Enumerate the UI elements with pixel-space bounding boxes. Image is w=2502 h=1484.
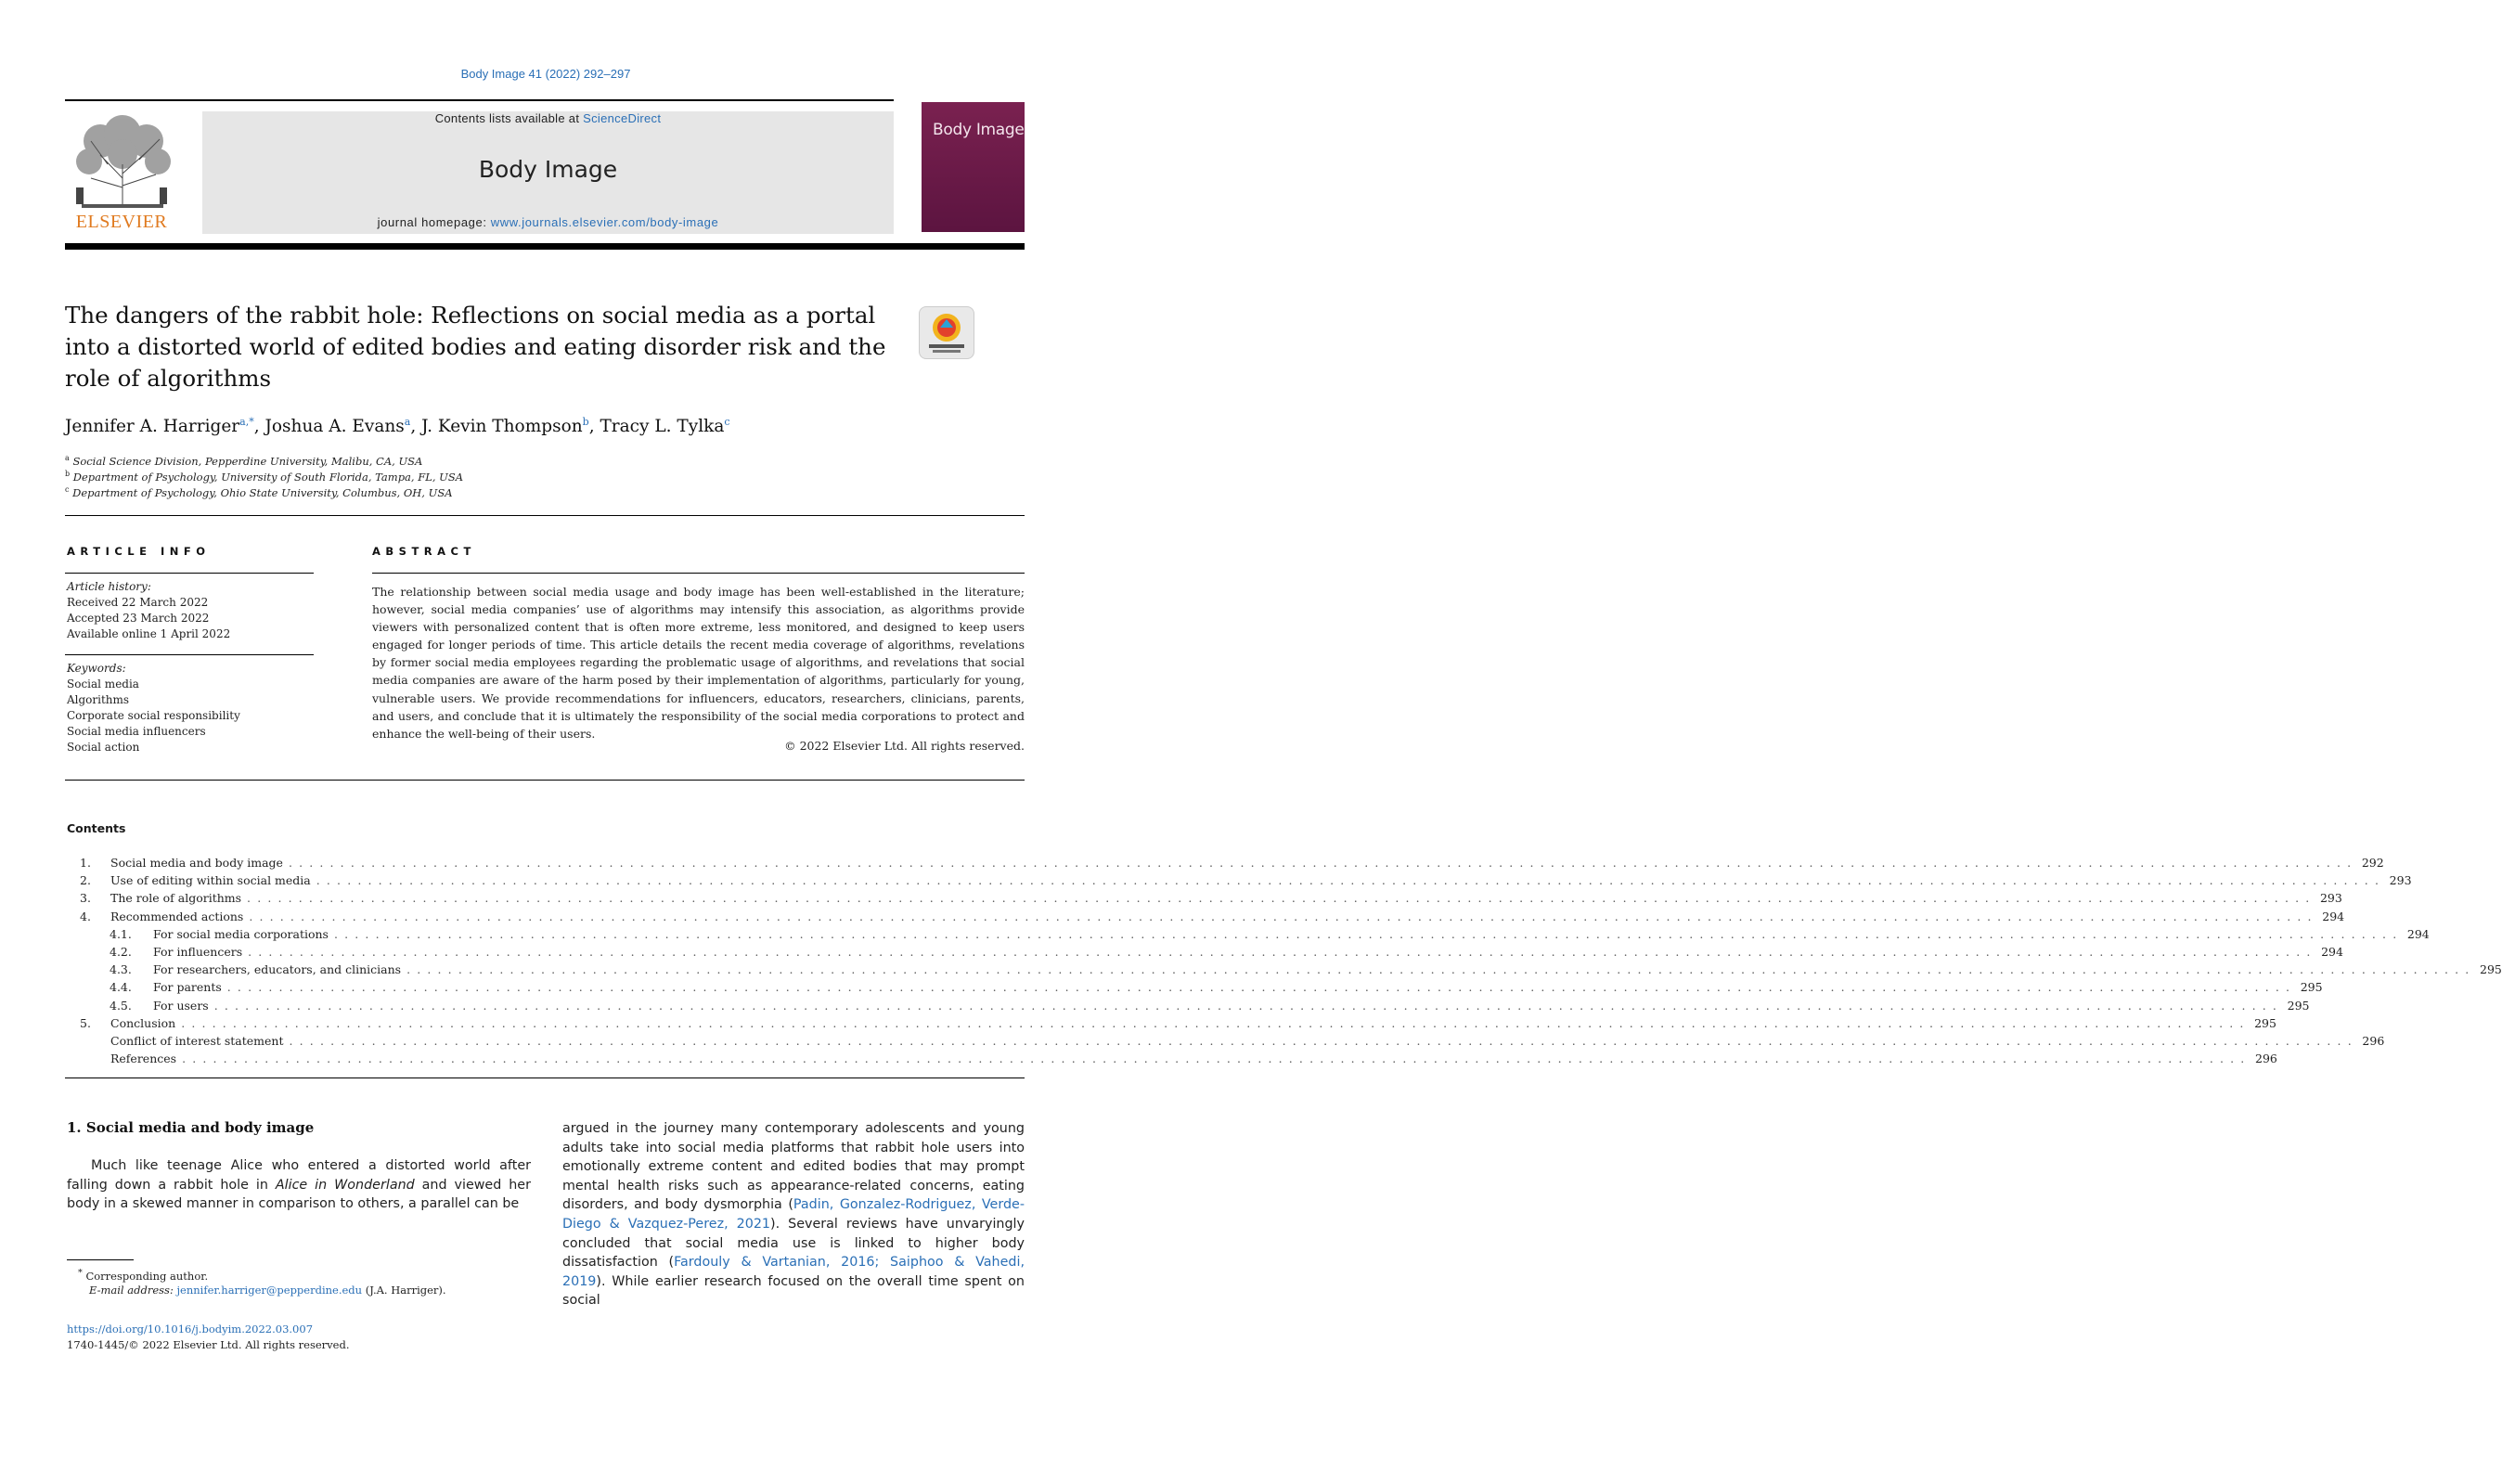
section-divider [65, 780, 1025, 781]
toc-leader-dots: . . . . . . . . . . . . . . . . . . . . . . . . . . . . . . . . . . . . . . . . . . . . . . . . . . . . . . . . . . . . . . . . . . . . . . . . . . . . . . . . . . . . . . . . . . . . . . . . . . . . . . . . . . . . . . . . . . . . . . . . . . . . . . . . . . . . . . . . . . . . . . . . . . . . . . . . . . . . . . . . . . . . . . . . . . . . . . . . . . . . . . . . . . . . . . . . . . . . . . . . [288, 856, 2353, 870]
author-name[interactable]: Tracy L. Tylka [600, 417, 725, 437]
toc-leader-dots: . . . . . . . . . . . . . . . . . . . . . . . . . . . . . . . . . . . . . . . . . . . . . . . . . . . . . . . . . . . . . . . . . . . . . . . . . . . . . . . . . . . . . . . . . . . . . . . . . . . . . . . . . . . . . . . . . . . . . . . . . . . . . . . . . . . . . . . . . . . . . . . . . . . . . . . . . . . . . . . . . . . . . . . . . . . . . . . . . . . . . . . . . . . . . . . . . . . . . . . . [182, 1052, 2246, 1066]
toc-entry[interactable] [67, 998, 2310, 1016]
toc-entry-title: For influencers [153, 944, 243, 959]
toc-entry-number: 4.3. [110, 962, 132, 977]
check-for-updates-badge[interactable] [919, 306, 974, 359]
toc-entry-title: For users [153, 998, 209, 1013]
author-separator: , [410, 417, 422, 437]
toc-leader-dots: . . . . . . . . . . . . . . . . . . . . . . . . . . . . . . . . . . . . . . . . . . . . . . . . . . . . . . . . . . . . . . . . . . . . . . . . . . . . . . . . . . . . . . . . . . . . . . . . . . . . . . . . . . . . . . . . . . . . . . . . . . . . . . . . . . . . . . . . . . . . . . . . . . . . . . . . . . . . . . . . . . . . . . . . . . . . . . . . . . . . . . . . . . . . . . . . . . . . . . . . [213, 998, 2278, 1013]
toc-entry[interactable] [67, 1033, 2385, 1052]
toc-entry-title: Social media and body image [110, 856, 283, 870]
affiliation-marker: b [65, 470, 71, 478]
toc-entry-title: Use of editing within social media [110, 873, 311, 888]
author-affil-marker[interactable]: a [404, 416, 411, 428]
citation-link[interactable]: Fardouly & Vartanian, 2016; Saiphoo & Vahedi, 2019 [562, 1255, 1025, 1289]
journal-name: Body Image [478, 156, 618, 183]
toc-leader-dots: . . . . . . . . . . . . . . . . . . . . . . . . . . . . . . . . . . . . . . . . . . . . . . . . . . . . . . . . . . . . . . . . . . . . . . . . . . . . . . . . . . . . . . . . . . . . . . . . . . . . . . . . . . . . . . . . . . . . . . . . . . . . . . . . . . . . . . . . . . . . . . . . . . . . . . . . . . . . . . . . . . . . . . . . . . . . . . . . . . . . . . . . . . . . . . . . . . . . . . . . [226, 980, 2291, 995]
toc-leader-dots: . . . . . . . . . . . . . . . . . . . . . . . . . . . . . . . . . . . . . . . . . . . . . . . . . . . . . . . . . . . . . . . . . . . . . . . . . . . . . . . . . . . . . . . . . . . . . . . . . . . . . . . . . . . . . . . . . . . . . . . . . . . . . . . . . . . . . . . . . . . . . . . . . . . . . . . . . . . . . . . . . . . . . . . . . . . . . . . . . . . . . . . . . . . . . . . . . . . . . . . . [406, 962, 2470, 977]
toc-entry-page: 295 [2300, 980, 2323, 995]
toc-entry-title: For researchers, educators, and clinicians [153, 962, 402, 977]
toc-entry-page: 295 [2254, 1015, 2276, 1030]
toc-leader-dots: . . . . . . . . . . . . . . . . . . . . . . . . . . . . . . . . . . . . . . . . . . . . . . . . . . . . . . . . . . . . . . . . . . . . . . . . . . . . . . . . . . . . . . . . . . . . . . . . . . . . . . . . . . . . . . . . . . . . . . . . . . . . . . . . . . . . . . . . . . . . . . . . . . . . . . . . . . . . . . . . . . . . . . . . . . . . . . . . . . . . . . . . . . . . . . . . . . . . . . . . [181, 1015, 2245, 1030]
toc-entry-page: 295 [2480, 962, 2502, 977]
affiliation-text: Department of Psychology, University of South Florida, Tampa, FL, USA [72, 470, 464, 484]
cover-title: Body Image [933, 121, 1025, 139]
contents-heading: Contents [67, 821, 126, 835]
sciencedirect-link[interactable]: ScienceDirect [583, 111, 662, 125]
header-top-rule [65, 99, 894, 101]
online-date: Available online 1 April 2022 [67, 627, 231, 640]
footnote-rule [67, 1259, 134, 1260]
keywords-rule [65, 654, 314, 655]
keyword: Social media [67, 677, 139, 690]
toc-entry-number: 4.5. [110, 998, 132, 1013]
toc-entry[interactable] [67, 1015, 2276, 1034]
toc-entry-title: Conclusion [110, 1015, 176, 1030]
affiliation [65, 485, 453, 499]
toc-entry[interactable] [67, 962, 2502, 980]
toc-entry[interactable] [67, 891, 2342, 909]
contents-available-prefix: Contents lists available at [434, 111, 584, 125]
issn-copyright: 1740-1445/© 2022 Elsevier Ltd. All rights reserved. [67, 1338, 350, 1351]
toc-entry[interactable] [67, 1052, 2277, 1069]
received-date: Received 22 March 2022 [67, 596, 209, 609]
toc-entry-number: 4.2. [110, 944, 132, 959]
toc-entry[interactable] [67, 926, 2430, 945]
abstract-rule [372, 573, 1025, 574]
history-label: Article history: [67, 580, 151, 593]
author-name[interactable]: J. Kevin Thompson [421, 417, 583, 437]
author-separator: , [253, 417, 265, 437]
toc-entry[interactable] [67, 873, 2412, 891]
journal-citation[interactable]: Body Image 41 (2022) 292–297 [460, 67, 631, 81]
toc-leader-dots: . . . . . . . . . . . . . . . . . . . . . . . . . . . . . . . . . . . . . . . . . . . . . . . . . . . . . . . . . . . . . . . . . . . . . . . . . . . . . . . . . . . . . . . . . . . . . . . . . . . . . . . . . . . . . . . . . . . . . . . . . . . . . . . . . . . . . . . . . . . . . . . . . . . . . . . . . . . . . . . . . . . . . . . . . . . . . . . . . . . . . . . . . . . . . . . . . . . . . . . . [289, 1033, 2354, 1048]
affiliation-marker: a [65, 454, 70, 462]
affiliation [65, 470, 463, 484]
toc-entry[interactable] [67, 856, 2384, 873]
doi-link[interactable]: https://doi.org/10.1016/j.bodyim.2022.03.007 [67, 1323, 314, 1336]
keyword: Corporate social responsibility [67, 709, 240, 722]
author-affil-marker[interactable]: c [724, 416, 730, 428]
author-separator: , [588, 417, 600, 437]
toc-entry-title: For social media corporations [153, 926, 329, 941]
elsevier-wordmark: ELSEVIER [75, 212, 168, 232]
toc-entry[interactable] [67, 980, 2323, 998]
affiliation [65, 454, 422, 468]
body-text: ). While earlier research focused on the overall time spent on social [562, 1273, 1025, 1309]
body-text: ). Several reviews have unvaryingly concluded that social media use is linked to higher body dissatisfaction ( [562, 1216, 1025, 1271]
article-info-rule [65, 573, 314, 574]
toc-leader-dots: . . . . . . . . . . . . . . . . . . . . . . . . . . . . . . . . . . . . . . . . . . . . . . . . . . . . . . . . . . . . . . . . . . . . . . . . . . . . . . . . . . . . . . . . . . . . . . . . . . . . . . . . . . . . . . . . . . . . . . . . . . . . . . . . . . . . . . . . . . . . . . . . . . . . . . . . . . . . . . . . . . . . . . . . . . . . . . . . . . . . . . . . . . . . . . . . . . . . . . . . [316, 873, 2380, 888]
toc-entry-number: 4.1. [110, 926, 132, 941]
abstract-copyright: © 2022 Elsevier Ltd. All rights reserved. [784, 739, 1025, 753]
toc-entry-number: 4.4. [110, 980, 132, 995]
abstract-text: The relationship between social media usage and body image has been well-established in the literature; however, social media companies’ use of algorithms may intensify this association, as algorithms provide viewers with personalized content that is often more extreme, less monitored, and designed to keep users engaged for longer periods of time. This article details the recent media coverage of algorithms, revelations by former social media employees regarding the problematic usage of algorithms, and revelations that social media companies are aware of the harm posed by their implementation of algorithms, particularly for young, vulnerable users. We provide recommendations for influencers, educators, researchers, clinicians, parents, and users, and conclude that it is ultimately the responsibility of the social media corporations to protect and enhance the well-being of their users. [372, 585, 1025, 741]
keywords-block [67, 661, 240, 755]
body-paragraph-right [562, 1119, 1025, 1310]
toc-leader-dots: . . . . . . . . . . . . . . . . . . . . . . . . . . . . . . . . . . . . . . . . . . . . . . . . . . . . . . . . . . . . . . . . . . . . . . . . . . . . . . . . . . . . . . . . . . . . . . . . . . . . . . . . . . . . . . . . . . . . . . . . . . . . . . . . . . . . . . . . . . . . . . . . . . . . . . . . . . . . . . . . . . . . . . . . . . . . . . . . . . . . . . . . . . . . . . . . . . . . . . . . [248, 944, 2312, 959]
toc-entry-title: For parents [153, 980, 222, 995]
toc-entry-page: 295 [2287, 998, 2310, 1013]
toc-entry-page: 296 [2362, 1033, 2385, 1048]
keyword: Social media influencers [67, 725, 206, 738]
affiliation-marker: c [65, 485, 70, 494]
toc-entry-number: 4. [80, 909, 91, 923]
email-suffix: (J.A. Harriger). [362, 1284, 446, 1297]
toc-entry-page: 293 [2319, 891, 2342, 906]
body-paragraph-left [67, 1156, 531, 1214]
email-link[interactable]: jennifer.harriger@pepperdine.edu [176, 1284, 363, 1297]
toc-entry-page: 294 [2322, 909, 2345, 923]
section-heading: 1. Social media and body image [67, 1119, 315, 1136]
toc-entry-page: 294 [2406, 926, 2430, 941]
affiliation-text: Department of Psychology, Ohio State University, Columbus, OH, USA [72, 485, 453, 499]
toc-leader-dots: . . . . . . . . . . . . . . . . . . . . . . . . . . . . . . . . . . . . . . . . . . . . . . . . . . . . . . . . . . . . . . . . . . . . . . . . . . . . . . . . . . . . . . . . . . . . . . . . . . . . . . . . . . . . . . . . . . . . . . . . . . . . . . . . . . . . . . . . . . . . . . . . . . . . . . . . . . . . . . . . . . . . . . . . . . . . . . . . . . . . . . . . . . . . . . . . . . . . . . . . [333, 926, 2398, 941]
toc-entry-title: The role of algorithms [110, 891, 242, 906]
author-name[interactable]: Joshua A. Evans [264, 417, 405, 437]
contents-available-line [202, 111, 894, 125]
body-text: Much like teenage Alice who entered a distorted world after falling down a rabbit hole in [67, 1158, 531, 1193]
keyword: Algorithms [67, 693, 130, 706]
body-text: and viewed her body in a skewed manner in comparison to others, a parallel can be [67, 1177, 531, 1212]
homepage-link[interactable]: www.journals.elsevier.com/body-image [490, 215, 719, 229]
toc-entry-page: 296 [2255, 1052, 2277, 1066]
toc-entry[interactable] [67, 944, 2343, 962]
homepage-prefix: journal homepage: [377, 215, 491, 229]
author-affil-marker[interactable]: a,* [239, 416, 254, 428]
toc-entry-number: 3. [80, 891, 91, 906]
check-updates-icon [920, 307, 974, 358]
toc-entry-page: 293 [2389, 873, 2412, 888]
toc-entry[interactable] [67, 909, 2345, 927]
corresponding-footnote [67, 1268, 208, 1283]
toc-entry-number: 5. [80, 1015, 91, 1030]
article-history [67, 579, 230, 642]
journal-homepage-line [202, 215, 894, 229]
accepted-date: Accepted 23 March 2022 [67, 612, 210, 625]
toc-entry-title: Recommended actions [110, 909, 244, 923]
footnote-marker: * [78, 1268, 83, 1278]
citation-link[interactable]: Padin, Gonzalez-Rodriguez, Verde-Diego & Vazquez-Perez, 2021 [562, 1197, 1025, 1232]
email-label: E-mail address: [89, 1284, 177, 1297]
author-affil-marker[interactable]: b [582, 416, 589, 428]
article-title: The dangers of the rabbit hole: Reflections on social media as a portal into a distorted world of edited bodies and eating disorder risk and the role of algorithms [65, 302, 886, 392]
body-text: argued in the journey many contemporary adolescents and young adults take into social media platforms that rabbit hole users into emotionally extreme content and edited bodies that may prompt mental health risks such as appearance-related concerns, eating disorders, and body dysmorphia ( [562, 1121, 1025, 1213]
toc-entry-number: 1. [80, 856, 91, 870]
article-info-heading: ARTICLE INFO [67, 545, 211, 558]
toc-entry-number: 2. [80, 873, 91, 888]
author-name[interactable]: Jennifer A. Harriger [65, 417, 240, 437]
keywords-label: Keywords: [67, 662, 126, 675]
toc-entry-page: 294 [2321, 944, 2343, 959]
toc-entry-title: Conflict of interest statement [110, 1033, 284, 1048]
affiliation-text: Social Science Division, Pepperdine University, Malibu, CA, USA [72, 454, 423, 468]
toc-entry-title: References [110, 1052, 177, 1066]
toc-leader-dots: . . . . . . . . . . . . . . . . . . . . . . . . . . . . . . . . . . . . . . . . . . . . . . . . . . . . . . . . . . . . . . . . . . . . . . . . . . . . . . . . . . . . . . . . . . . . . . . . . . . . . . . . . . . . . . . . . . . . . . . . . . . . . . . . . . . . . . . . . . . . . . . . . . . . . . . . . . . . . . . . . . . . . . . . . . . . . . . . . . . . . . . . . . . . . . . . . . . . . . . . [247, 891, 2311, 906]
keyword: Social action [67, 741, 140, 754]
toc-leader-dots: . . . . . . . . . . . . . . . . . . . . . . . . . . . . . . . . . . . . . . . . . . . . . . . . . . . . . . . . . . . . . . . . . . . . . . . . . . . . . . . . . . . . . . . . . . . . . . . . . . . . . . . . . . . . . . . . . . . . . . . . . . . . . . . . . . . . . . . . . . . . . . . . . . . . . . . . . . . . . . . . . . . . . . . . . . . . . . . . . . . . . . . . . . . . . . . . . . . . . . . . [249, 909, 2314, 923]
toc-entry-page: 292 [2361, 856, 2384, 870]
corresponding-text: Corresponding author. [85, 1269, 209, 1283]
email-footnote [67, 1284, 446, 1297]
section-divider [65, 515, 1025, 516]
body-italic-title: Alice in Wonderland [275, 1177, 415, 1193]
header-bottom-rule [65, 243, 1025, 250]
author-list [65, 416, 730, 436]
table-of-contents [67, 856, 2502, 1069]
abstract-heading: ABSTRACT [372, 545, 476, 558]
